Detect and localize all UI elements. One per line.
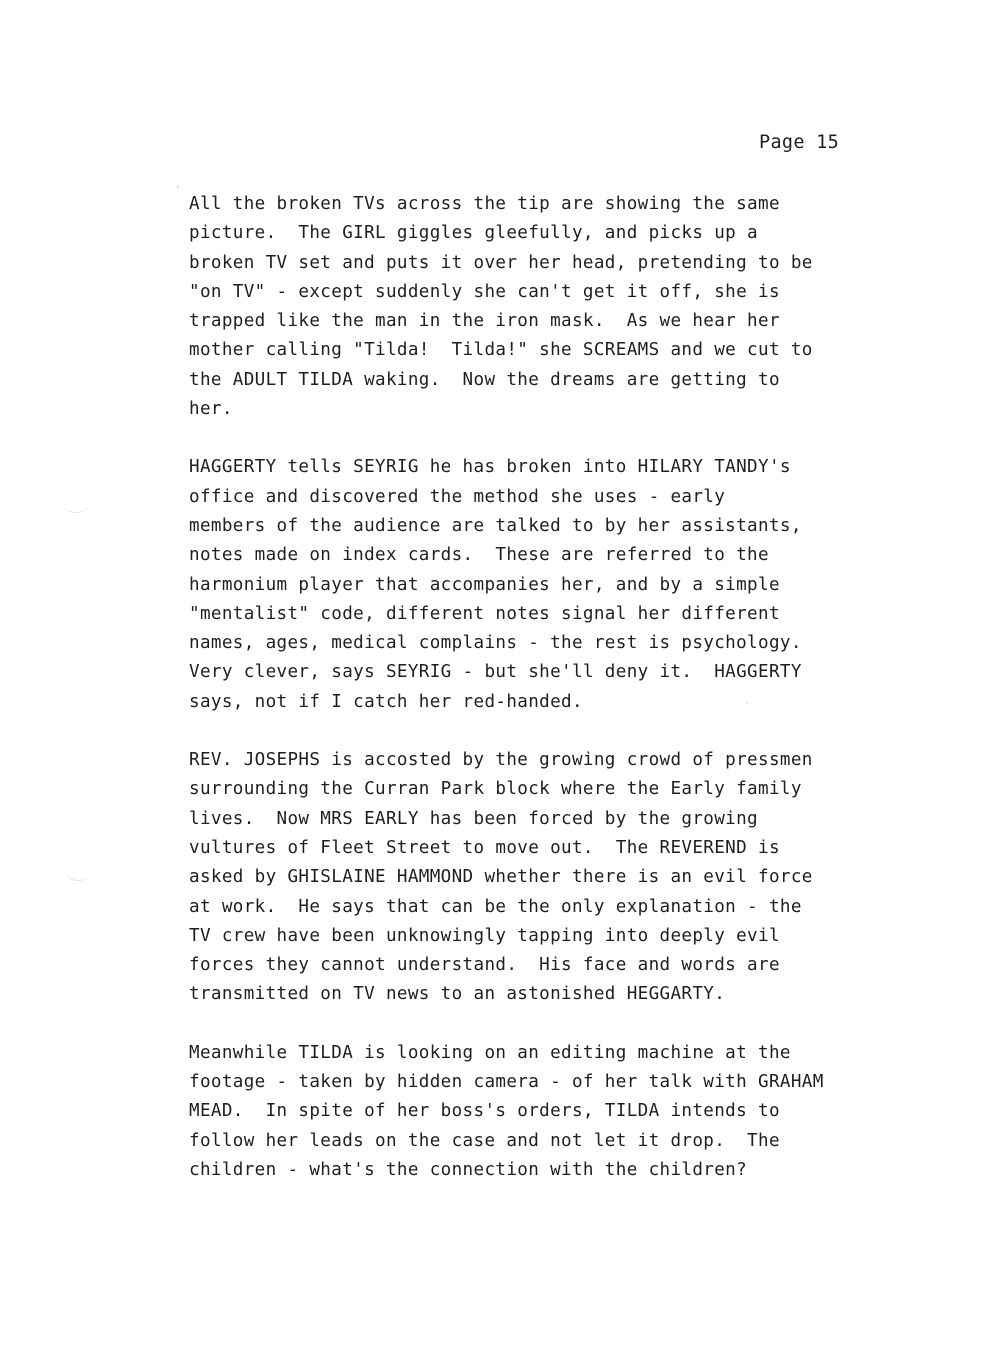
text-line: names, ages, medical complains - the rest is psychology.	[189, 633, 802, 654]
text-line: footage - taken by hidden camera - of her talk with GRAHAM	[189, 1072, 824, 1093]
text-line: Very clever, says SEYRIG - but she'll deny it. HAGGERTY	[189, 662, 802, 683]
text-line: harmonium player that accompanies her, and by a simple	[189, 574, 780, 595]
text-line: follow her leads on the case and not let it drop. The	[189, 1130, 780, 1151]
text-line: broken TV set and puts it over her head, pretending to be	[189, 252, 813, 273]
text-line: lives. Now MRS EARLY has been forced by the growing	[189, 808, 759, 829]
text-line: "on TV" - except suddenly she can't get it off, she is	[189, 281, 780, 302]
text-line: children - what's the connection with the children?	[189, 1159, 748, 1180]
page-number: Page 15	[759, 132, 840, 153]
document-body	[189, 190, 889, 1214]
text-line: at work. He says that can be the only explanation - the	[189, 896, 802, 917]
text-line: Meanwhile TILDA is looking on an editing machine at the	[189, 1042, 791, 1063]
paragraph-tilda-dream	[189, 190, 889, 424]
text-line: mother calling "Tilda! Tilda!" she SCREAMS and we cut to	[189, 340, 813, 361]
scan-speck	[177, 186, 179, 188]
text-line: asked by GHISLAINE HAMMOND whether there is an evil force	[189, 867, 813, 888]
text-line: vultures of Fleet Street to move out. The REVEREND is	[189, 837, 780, 858]
scan-smudge	[64, 498, 88, 513]
text-line: surrounding the Curran Park block where the Early family	[189, 779, 802, 800]
scan-smudge	[66, 866, 90, 881]
text-line: TV crew have been unknowingly tapping into deeply evil	[189, 925, 780, 946]
text-line: office and discovered the method she uses - early	[189, 486, 726, 507]
text-line: "mentalist" code, different notes signal her different	[189, 603, 780, 624]
text-line: her.	[189, 399, 233, 420]
text-line: says, not if I catch her red-handed.	[189, 691, 583, 712]
paragraph-tilda-editing	[189, 1039, 889, 1185]
text-line: MEAD. In spite of her boss's orders, TILDA intends to	[189, 1101, 780, 1122]
text-line: trapped like the man in the iron mask. As we hear her	[189, 311, 780, 332]
paragraph-haggerty	[189, 453, 889, 717]
text-line: the ADULT TILDA waking. Now the dreams are getting to	[189, 369, 780, 390]
text-line: forces they cannot understand. His face and words are	[189, 955, 780, 976]
text-line: HAGGERTY tells SEYRIG he has broken into HILARY TANDY's	[189, 457, 791, 478]
text-line: notes made on index cards. These are referred to the	[189, 545, 769, 566]
text-line: All the broken TVs across the tip are showing the same	[189, 194, 780, 214]
text-line: transmitted on TV news to an astonished HEGGARTY.	[189, 984, 726, 1005]
paragraph-rev-josephs	[189, 746, 889, 1010]
text-line: members of the audience are talked to by her assistants,	[189, 515, 802, 536]
text-line: picture. The GIRL giggles gleefully, and picks up a	[189, 223, 759, 244]
text-line: REV. JOSEPHS is accosted by the growing crowd of pressmen	[189, 750, 813, 771]
